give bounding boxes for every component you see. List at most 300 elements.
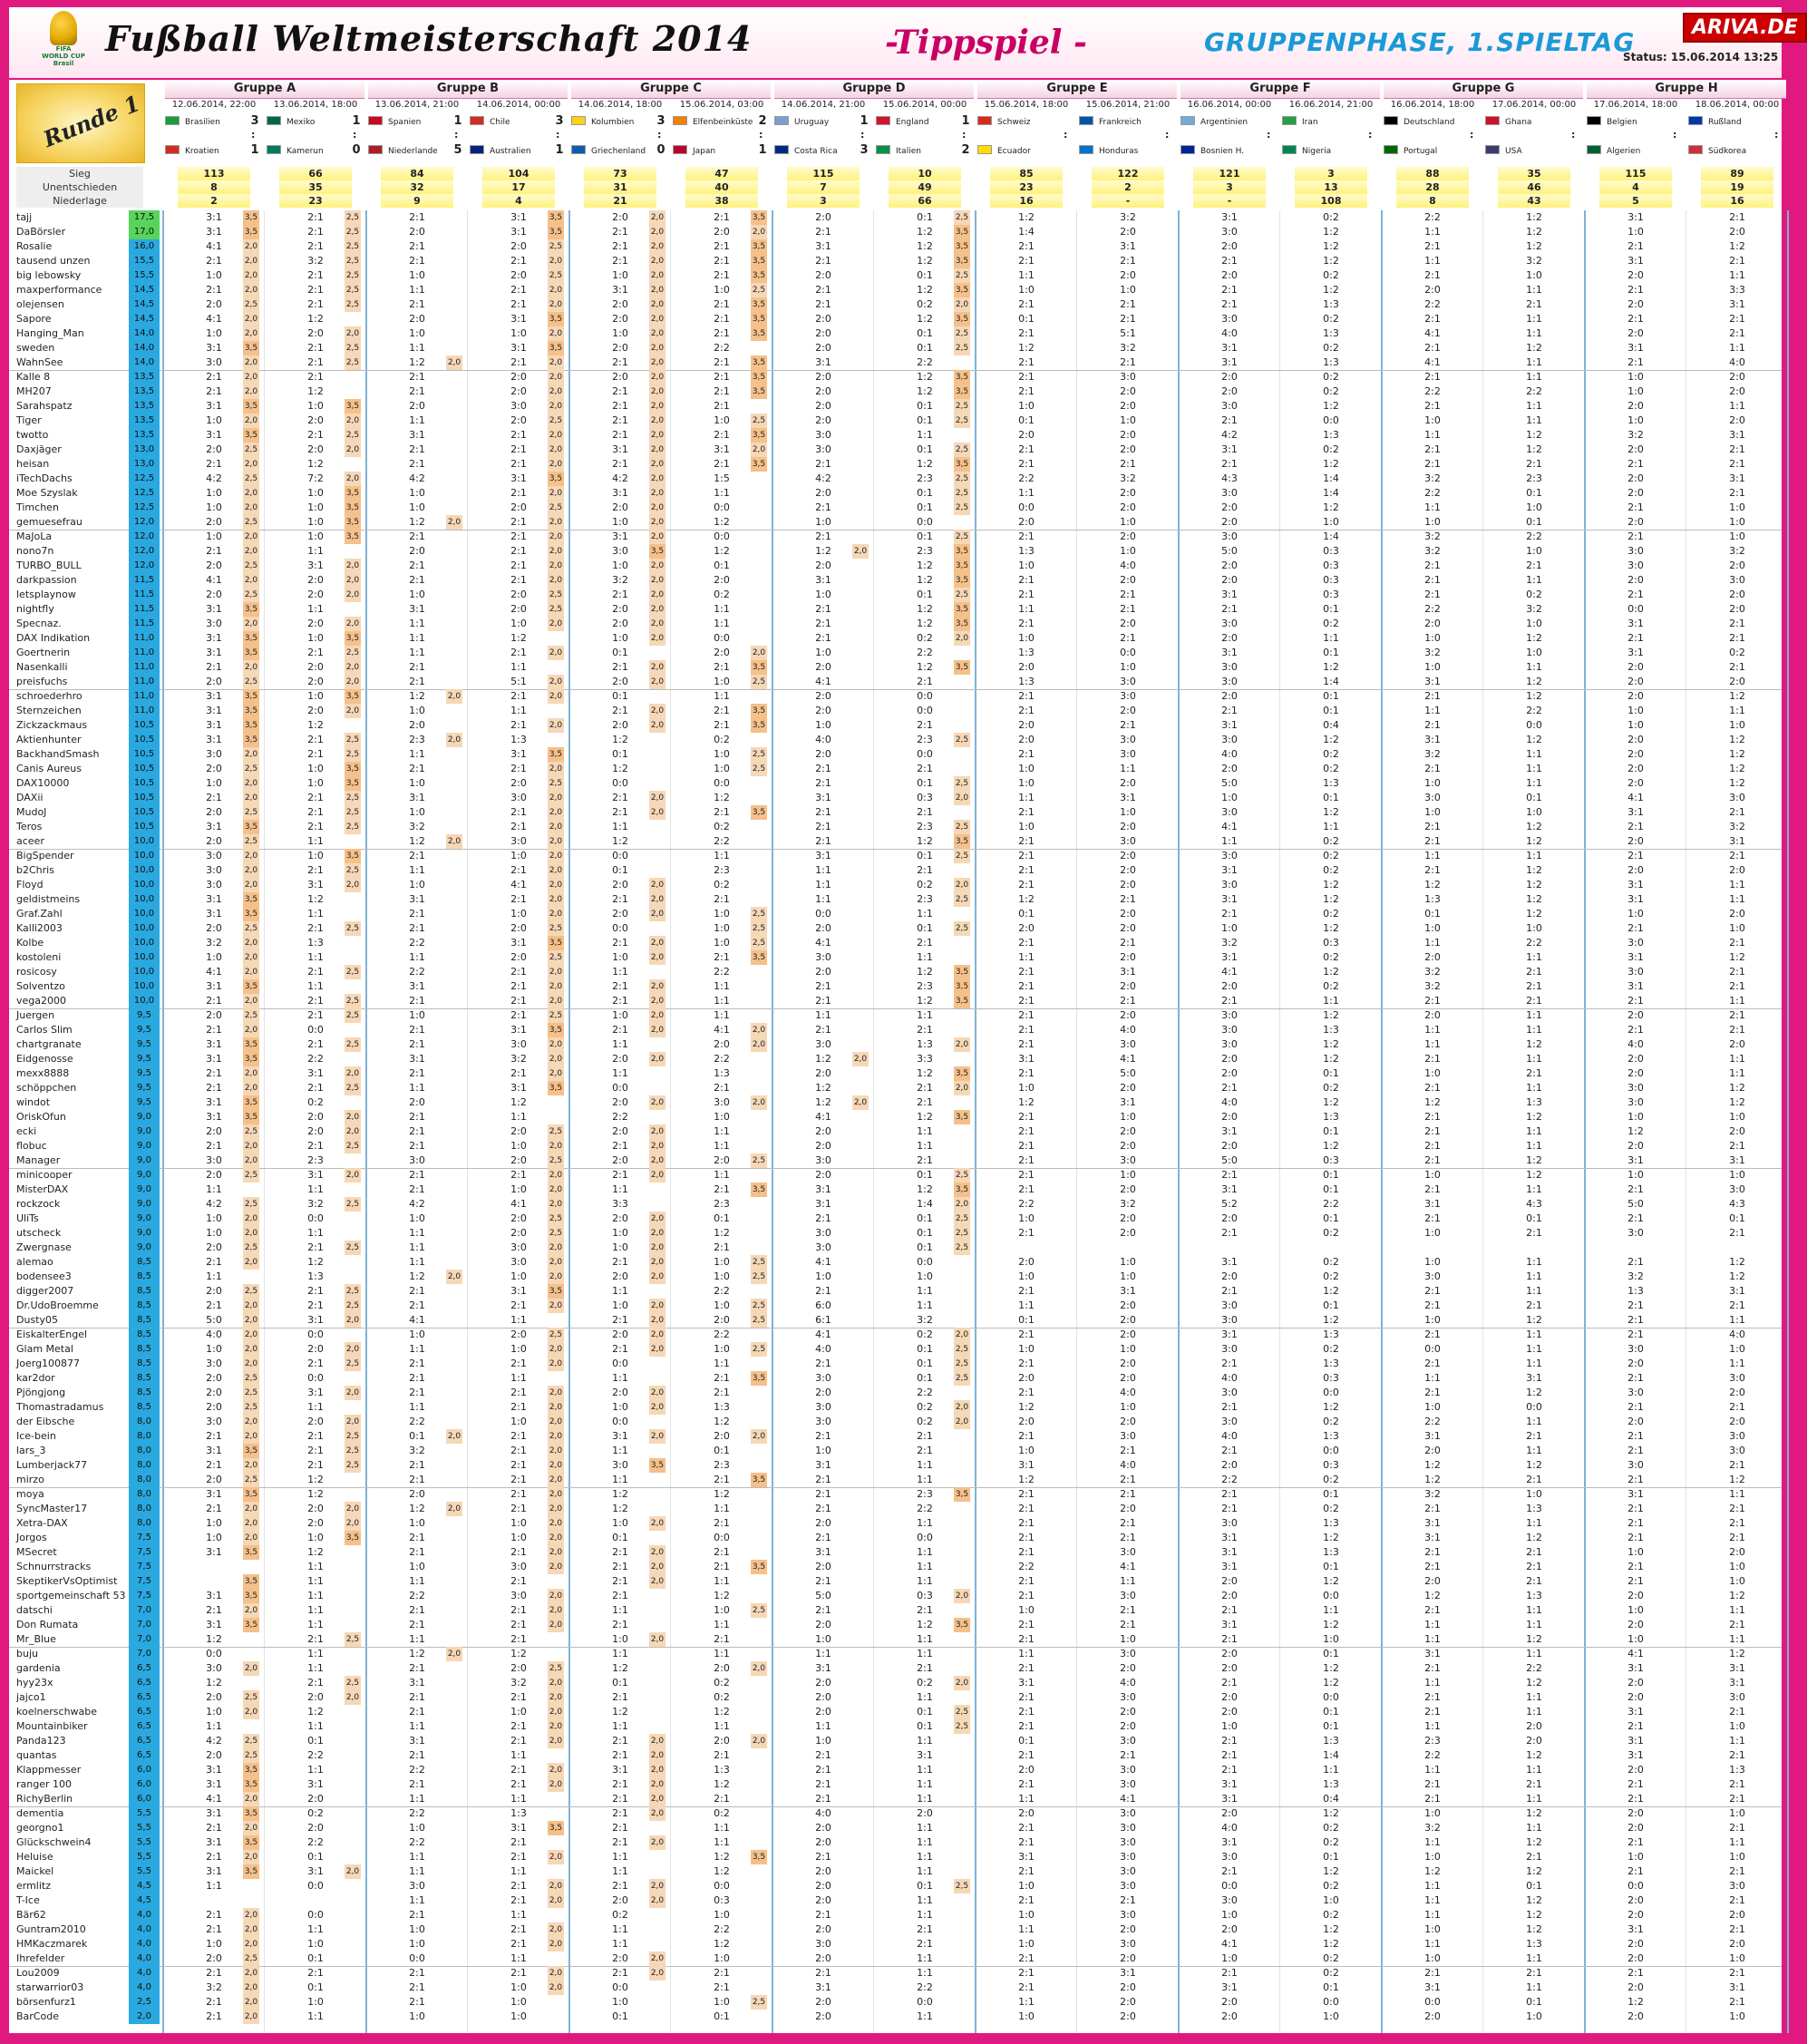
tip-value: 2:0 xyxy=(307,1793,324,1805)
tip-value: 4:1 xyxy=(1221,821,1238,832)
tip-value: 1:1 xyxy=(612,1285,628,1297)
bonus-points: 2,5 xyxy=(243,1690,259,1705)
bonus-points: 2,5 xyxy=(548,1328,564,1342)
tip-value: 2:1 xyxy=(612,1967,628,1979)
tip-value: 2:1 xyxy=(1729,1778,1745,1790)
bonus-points: 3,5 xyxy=(243,1763,259,1777)
tip-value: 1:0 xyxy=(409,2010,425,2022)
tip-value: 1:1 xyxy=(714,1575,730,1587)
tip-value: 2:0 xyxy=(1729,1038,1745,1050)
tip-value: 2:1 xyxy=(510,966,527,978)
tip-value: 1:1 xyxy=(612,1445,628,1456)
player-name: mirzo xyxy=(16,1474,44,1485)
tip-value: 2:1 xyxy=(714,1517,730,1529)
tip-value: 1:2 xyxy=(1526,342,1542,354)
bonus-points: 2,0 xyxy=(649,1429,665,1444)
player-points: 6,5 xyxy=(129,1690,160,1705)
match-card xyxy=(1382,98,1483,165)
bonus-points: 3,5 xyxy=(345,399,361,414)
player-name: big lebowsky xyxy=(16,269,82,281)
player-name: utscheck xyxy=(16,1227,62,1239)
tip-value: 2:1 xyxy=(409,1285,425,1297)
player-points: 10,5 xyxy=(129,776,160,791)
tip-value: 2:1 xyxy=(409,371,425,383)
tip-value: 3:0 xyxy=(815,1241,831,1253)
table-row xyxy=(9,921,1782,936)
bonus-points: 2,0 xyxy=(548,1893,564,1908)
tip-value: 1:2 xyxy=(714,1778,730,1790)
tip-value: 1:1 xyxy=(917,1778,933,1790)
match-card xyxy=(671,98,772,165)
tip-value: 1:0 xyxy=(510,1706,527,1718)
tip-value: 2:1 xyxy=(1018,806,1035,818)
tip-value: 1:0 xyxy=(307,632,324,644)
tip-value: 2:1 xyxy=(1018,1111,1035,1123)
bonus-points: 2,0 xyxy=(548,1589,564,1603)
tip-value: 2:1 xyxy=(510,516,527,528)
tip-value: 2:1 xyxy=(510,1488,527,1500)
tip-value: 0:0 xyxy=(917,748,933,760)
tip-value: 2:1 xyxy=(612,1807,628,1819)
tip-value: 2:0 xyxy=(1221,240,1238,252)
tip-value: 1:0 xyxy=(815,1633,831,1645)
tip-value: 1:0 xyxy=(815,1270,831,1282)
bonus-points: 2,0 xyxy=(345,1502,361,1516)
tip-value: 1:1 xyxy=(1526,777,1542,789)
tip-value: 2:1 xyxy=(1018,1140,1035,1152)
flag-icon xyxy=(571,145,586,154)
bonus-points: 3,5 xyxy=(751,704,767,718)
tip-value: 2:1 xyxy=(1424,1111,1441,1123)
tip-value: 1:1 xyxy=(1526,850,1542,861)
tip-value: 1:0 xyxy=(1729,1720,1745,1732)
tip-value: 1:1 xyxy=(1526,1256,1542,1268)
tip-value: 2:1 xyxy=(409,385,425,397)
tip-value: 2:1 xyxy=(612,995,628,1007)
flag-icon xyxy=(977,116,992,125)
tip-value: 1:0 xyxy=(714,1952,730,1964)
tip-value: 5:2 xyxy=(1221,1198,1238,1210)
tip-value: 1:0 xyxy=(1424,777,1441,789)
tip-value: 3:1 xyxy=(206,1865,222,1877)
tip-value: 0:1 xyxy=(1323,1067,1339,1079)
bonus-points: 3,5 xyxy=(243,646,259,660)
tip-value: 2:1 xyxy=(714,1967,730,1979)
tip-value: 2:0 xyxy=(1627,1822,1644,1834)
bonus-points: 2,5 xyxy=(954,399,970,414)
tip-value: 2:0 xyxy=(1018,661,1035,673)
bonus-points: 2,5 xyxy=(345,239,361,254)
tip-value: 4:3 xyxy=(1221,472,1238,484)
bonus-points: 2,0 xyxy=(548,1966,564,1981)
bonus-points: 3,5 xyxy=(345,515,361,530)
tip-value: 1:0 xyxy=(714,1996,730,2008)
flag-icon xyxy=(1180,145,1195,154)
tip-value: 0:2 xyxy=(714,879,730,891)
bonus-points: 2,0 xyxy=(548,762,564,776)
tip-value: 1:4 xyxy=(1323,487,1339,499)
tip-value: 1:0 xyxy=(1018,1445,1035,1456)
tip-value: 1:1 xyxy=(917,1909,933,1921)
tip-value: 3:0 xyxy=(1627,1082,1644,1094)
tip-value: 0:2 xyxy=(1323,618,1339,629)
tip-value: 1:2 xyxy=(1729,763,1745,774)
tip-value: 2:0 xyxy=(815,1822,831,1834)
tip-value: 0:0 xyxy=(1018,501,1035,513)
bonus-points: 2,0 xyxy=(548,979,564,994)
tip-value: 1:0 xyxy=(815,719,831,731)
bonus-points: 2,0 xyxy=(548,718,564,733)
tip-value: 2:1 xyxy=(1221,414,1238,426)
tip-value: 1:0 xyxy=(307,400,324,412)
tip-value: 2:1 xyxy=(714,1387,730,1398)
tip-value: 1:2 xyxy=(1526,893,1542,905)
tip-value: 2:1 xyxy=(815,458,831,470)
tip-value: 2:0 xyxy=(1221,1691,1238,1703)
tip-value: 2:1 xyxy=(510,356,527,368)
tip-value: 2:1 xyxy=(409,1140,425,1152)
bonus-points: 2,0 xyxy=(548,457,564,472)
bonus-points: 2,0 xyxy=(548,326,564,341)
tip-value: 1:0 xyxy=(714,1299,730,1311)
tip-value: 1:0 xyxy=(1729,1575,1745,1587)
bonus-points: 2,5 xyxy=(751,1270,767,1284)
tip-value: 2:1 xyxy=(1729,806,1745,818)
tip-value: 2:1 xyxy=(1729,1140,1745,1152)
ariva-logo[interactable]: ARIVA.DE xyxy=(1683,13,1807,43)
bonus-points: 2,0 xyxy=(649,472,665,486)
tip-value: 3:0 xyxy=(1729,792,1745,803)
tip-value: 3:0 xyxy=(206,1662,222,1674)
tip-value: 3:0 xyxy=(815,1938,831,1950)
tip-value: 1:4 xyxy=(1323,530,1339,542)
player-points: 9,0 xyxy=(129,1139,160,1153)
tip-value: 1:0 xyxy=(1526,501,1542,513)
flag-icon xyxy=(165,145,180,154)
player-name: MSecret xyxy=(16,1546,57,1558)
tip-value: 1:3 xyxy=(1323,1111,1339,1123)
bonus-points: 2,0 xyxy=(243,1850,259,1864)
tip-value: 2:1 xyxy=(307,356,324,368)
table-row xyxy=(9,1415,1782,1429)
tip-value: 2:1 xyxy=(510,1923,527,1935)
tip-value: 1:1 xyxy=(714,850,730,861)
bonus-points: 2,0 xyxy=(548,384,564,399)
tip-value: 2:1 xyxy=(1526,1967,1542,1979)
tip-value: 0:0 xyxy=(612,1416,628,1427)
tip-value: 1:1 xyxy=(612,1865,628,1877)
tip-value: 1:2 xyxy=(1526,1807,1542,1819)
tip-value: 1:2 xyxy=(917,603,933,615)
tip-value: 3:1 xyxy=(206,980,222,992)
tip-value: 3:0 xyxy=(1221,1314,1238,1326)
bonus-points: 2,0 xyxy=(243,544,259,559)
tip-value: 1:1 xyxy=(1526,1125,1542,1137)
tip-value: 2:0 xyxy=(1729,1938,1745,1950)
bonus-points: 2,0 xyxy=(548,878,564,892)
stat-value: 108 xyxy=(1295,194,1367,208)
tip-value: 2:1 xyxy=(815,226,831,238)
tip-value: 1:1 xyxy=(307,1923,324,1935)
table-row xyxy=(9,965,1782,979)
bonus-points: 2,0 xyxy=(243,1066,259,1081)
player-points: 2,5 xyxy=(129,1995,160,2010)
table-row xyxy=(9,384,1782,399)
tip-value: 2:0 xyxy=(1018,1764,1035,1776)
tip-value: 3:0 xyxy=(612,1459,628,1471)
tip-value: 2:0 xyxy=(1221,632,1238,644)
tip-value: 1:1 xyxy=(1526,1706,1542,1718)
tip-value: 2:1 xyxy=(510,806,527,818)
tip-value: 2:1 xyxy=(510,1720,527,1732)
tip-value: 1:1 xyxy=(1729,893,1745,905)
bonus-points: 2,0 xyxy=(548,1299,564,1313)
player-points: 11,0 xyxy=(129,675,160,689)
bonus-points: 2,5 xyxy=(954,776,970,791)
tip-value: 0:1 xyxy=(917,1212,933,1224)
tip-value: 3:2 xyxy=(206,937,222,949)
tip-value: 0:1 xyxy=(917,1720,933,1732)
tip-value: 3:1 xyxy=(612,443,628,455)
tip-value: 1:0 xyxy=(1627,1604,1644,1616)
tip-value: 1:0 xyxy=(1221,792,1238,803)
tip-value: 2:1 xyxy=(206,1082,222,1094)
table-row xyxy=(9,1806,1782,1821)
tip-value: 0:0 xyxy=(714,1532,730,1543)
player-points: 8,5 xyxy=(129,1299,160,1313)
bonus-points: 2,0 xyxy=(649,225,665,239)
tip-value: 3:0 xyxy=(1221,1517,1238,1529)
flag-icon xyxy=(368,145,383,154)
tip-value: 2:0 xyxy=(612,879,628,891)
bonus-points: 3,5 xyxy=(243,1052,259,1066)
tip-value: 2:0 xyxy=(1627,574,1644,586)
player-name: twotto xyxy=(16,429,49,441)
tip-value: 2:1 xyxy=(1221,458,1238,470)
player-points: 6,5 xyxy=(129,1661,160,1676)
tip-value: 2:0 xyxy=(815,560,831,571)
tip-value: 3:0 xyxy=(1729,1430,1745,1442)
tip-value: 1:0 xyxy=(1424,1807,1441,1819)
tip-value: 2:1 xyxy=(510,1880,527,1892)
tip-value: 0:1 xyxy=(612,864,628,876)
tip-value: 0:1 xyxy=(1323,1851,1339,1863)
bonus-points: 2,5 xyxy=(954,1879,970,1893)
group-header: Gruppe E xyxy=(977,80,1177,99)
player-points: 11,0 xyxy=(129,631,160,646)
bonus-points: 3,5 xyxy=(954,617,970,631)
tip-value: 1:0 xyxy=(1018,560,1035,571)
player-name: OriskOfun xyxy=(16,1111,66,1123)
table-row xyxy=(9,1386,1782,1400)
tip-value: 2:3 xyxy=(1526,472,1542,484)
tip-value: 0:1 xyxy=(1526,1996,1542,2008)
tip-value: 2:0 xyxy=(307,1416,324,1427)
tip-value: 1:1 xyxy=(1729,1604,1745,1616)
tip-value: 1:0 xyxy=(1627,385,1644,397)
tip-value: 3:1 xyxy=(206,603,222,615)
tip-value: 2:0 xyxy=(409,1488,425,1500)
bonus-points: 2,5 xyxy=(243,1748,259,1763)
tip-value: 2:1 xyxy=(1120,298,1136,310)
tip-value: 1:2 xyxy=(1323,1619,1339,1630)
tip-value: 2:1 xyxy=(510,1575,527,1587)
tip-value: 2:0 xyxy=(1120,1372,1136,1384)
tip-value: 1:1 xyxy=(917,951,933,963)
tip-value: 1:1 xyxy=(1526,1140,1542,1152)
bonus-points: 2,0 xyxy=(954,297,970,312)
tip-value: 0:2 xyxy=(714,1691,730,1703)
tip-value: 2:1 xyxy=(1120,1488,1136,1500)
stat-value: 28 xyxy=(1396,180,1469,194)
table-row xyxy=(9,283,1782,297)
bonus-points: 2,0 xyxy=(548,617,564,631)
tip-value: 1:2 xyxy=(409,516,425,528)
bonus-points: 2,0 xyxy=(345,660,361,675)
tip-value: 2:1 xyxy=(612,1836,628,1848)
tip-value: 2:1 xyxy=(206,255,222,267)
bonus-points: 2,5 xyxy=(243,1008,259,1023)
tip-value: 3:1 xyxy=(1221,356,1238,368)
bonus-points: 2,0 xyxy=(345,1342,361,1357)
bonus-points: 2,0 xyxy=(243,965,259,979)
player-points: 9,5 xyxy=(129,1081,160,1095)
tip-value: 1:3 xyxy=(917,1038,933,1050)
bonus-points: 2,0 xyxy=(243,1299,259,1313)
tip-value: 1:1 xyxy=(714,995,730,1007)
bonus-points: 2,5 xyxy=(751,762,767,776)
tip-value: 4:1 xyxy=(714,1024,730,1036)
tip-value: 1:1 xyxy=(1729,1314,1745,1326)
tip-value: 1:0 xyxy=(1729,1952,1745,1964)
tip-value: 2:1 xyxy=(1424,1154,1441,1166)
tip-value: 3:0 xyxy=(612,545,628,557)
tip-value: 2:1 xyxy=(917,806,933,818)
tip-value: 2:1 xyxy=(206,371,222,383)
player-name: Kolbe xyxy=(16,937,44,949)
tip-value: 2:1 xyxy=(1018,1619,1035,1630)
tip-value: 3:1 xyxy=(1627,1749,1644,1761)
tip-value: 2:1 xyxy=(510,1445,527,1456)
tip-value: 1:0 xyxy=(409,879,425,891)
tip-value: 1:1 xyxy=(1526,1053,1542,1065)
tip-value: 2:1 xyxy=(612,1343,628,1355)
tip-value: 2:1 xyxy=(510,1546,527,1558)
player-points: 8,0 xyxy=(129,1444,160,1458)
tip-value: 2:1 xyxy=(1018,618,1035,629)
tip-value: 2:0 xyxy=(1627,676,1644,687)
tip-value: 1:1 xyxy=(409,864,425,876)
table-row xyxy=(9,1937,1782,1952)
tip-value: 2:0 xyxy=(1627,661,1644,673)
tip-value: 3:2 xyxy=(612,574,628,586)
tip-value: 2:1 xyxy=(409,1372,425,1384)
tip-value: 2:0 xyxy=(612,1387,628,1398)
tip-value: 2:2 xyxy=(1526,937,1542,949)
tip-value: 1:2 xyxy=(1526,676,1542,687)
tip-value: 1:1 xyxy=(1526,1082,1542,1094)
bonus-points: 2,0 xyxy=(548,486,564,501)
flag-icon xyxy=(1384,145,1398,154)
tip-value: 1:2 xyxy=(1323,458,1339,470)
tip-value: 2:1 xyxy=(1018,1125,1035,1137)
table-row xyxy=(9,588,1782,602)
tip-value: 1:0 xyxy=(409,1329,425,1340)
tip-value: 1:1 xyxy=(1526,1952,1542,1964)
tip-value: 2:1 xyxy=(612,792,628,803)
tip-value: 1:1 xyxy=(1424,255,1441,267)
tip-value: 3:1 xyxy=(1221,342,1238,354)
table-row xyxy=(9,1531,1782,1545)
flag-icon xyxy=(165,116,180,125)
bonus-points: 3,5 xyxy=(243,341,259,355)
player-points: 9,0 xyxy=(129,1110,160,1124)
table-row xyxy=(9,1284,1782,1299)
tip-value: 1:2 xyxy=(1323,1662,1339,1674)
tip-value: 2:0 xyxy=(1120,1706,1136,1718)
tip-value: 1:2 xyxy=(1323,240,1339,252)
tip-value: 2:1 xyxy=(815,1778,831,1790)
tip-value: 2:0 xyxy=(1120,879,1136,891)
tip-value: 2:1 xyxy=(1018,298,1035,310)
tip-value: 3:0 xyxy=(1221,676,1238,687)
tip-value: 2:1 xyxy=(1018,879,1035,891)
tip-value: 2:1 xyxy=(307,226,324,238)
table-row xyxy=(9,733,1782,747)
tip-value: 2:1 xyxy=(1120,255,1136,267)
tip-value: 2:1 xyxy=(1526,560,1542,571)
bonus-points: 2,5 xyxy=(345,820,361,834)
tip-value: 1:3 xyxy=(1323,1517,1339,1529)
tip-value: 2:0 xyxy=(612,618,628,629)
bonus-points: 2,0 xyxy=(649,268,665,283)
tip-value: 2:1 xyxy=(815,603,831,615)
tip-value: 2:1 xyxy=(409,560,425,571)
player-points: 13,0 xyxy=(129,443,160,457)
tip-value: 1:1 xyxy=(1526,414,1542,426)
table-row xyxy=(9,501,1782,515)
stat-value: 3 xyxy=(1193,180,1266,194)
tip-value: 1:3 xyxy=(1323,298,1339,310)
bonus-points: 2,0 xyxy=(649,1270,665,1284)
tip-value: 2:1 xyxy=(307,821,324,832)
tip-value: 1:0 xyxy=(1729,516,1745,528)
tip-value: 2:0 xyxy=(612,313,628,325)
bonus-points: 2,0 xyxy=(548,1516,564,1531)
tip-value: 2:1 xyxy=(1424,1183,1441,1195)
tip-value: 0:0 xyxy=(1323,1445,1339,1456)
tip-value: 0:1 xyxy=(1018,908,1035,920)
player-points: 7,5 xyxy=(129,1560,160,1574)
tip-value: 2:1 xyxy=(307,995,324,1007)
player-points: 10,5 xyxy=(129,718,160,733)
tip-value: 1:1 xyxy=(917,1793,933,1805)
tip-value: 1:0 xyxy=(1526,806,1542,818)
tip-value: 2:0 xyxy=(206,1749,222,1761)
tip-value: 1:1 xyxy=(714,487,730,499)
tip-value: 3:0 xyxy=(1729,1183,1745,1195)
tip-value: 3:0 xyxy=(1120,748,1136,760)
tip-value: 3:2 xyxy=(1424,472,1441,484)
tip-value: 2:1 xyxy=(1018,705,1035,716)
tip-value: 1:2 xyxy=(1323,1677,1339,1689)
tip-value: 4:0 xyxy=(1221,748,1238,760)
team-away xyxy=(1180,145,1258,158)
tip-value: 2:1 xyxy=(510,298,527,310)
status-value: 15.06.2014 13:25 xyxy=(1670,51,1779,63)
tip-value: 2:1 xyxy=(1120,1894,1136,1906)
tip-value: 2:0 xyxy=(1120,777,1136,789)
